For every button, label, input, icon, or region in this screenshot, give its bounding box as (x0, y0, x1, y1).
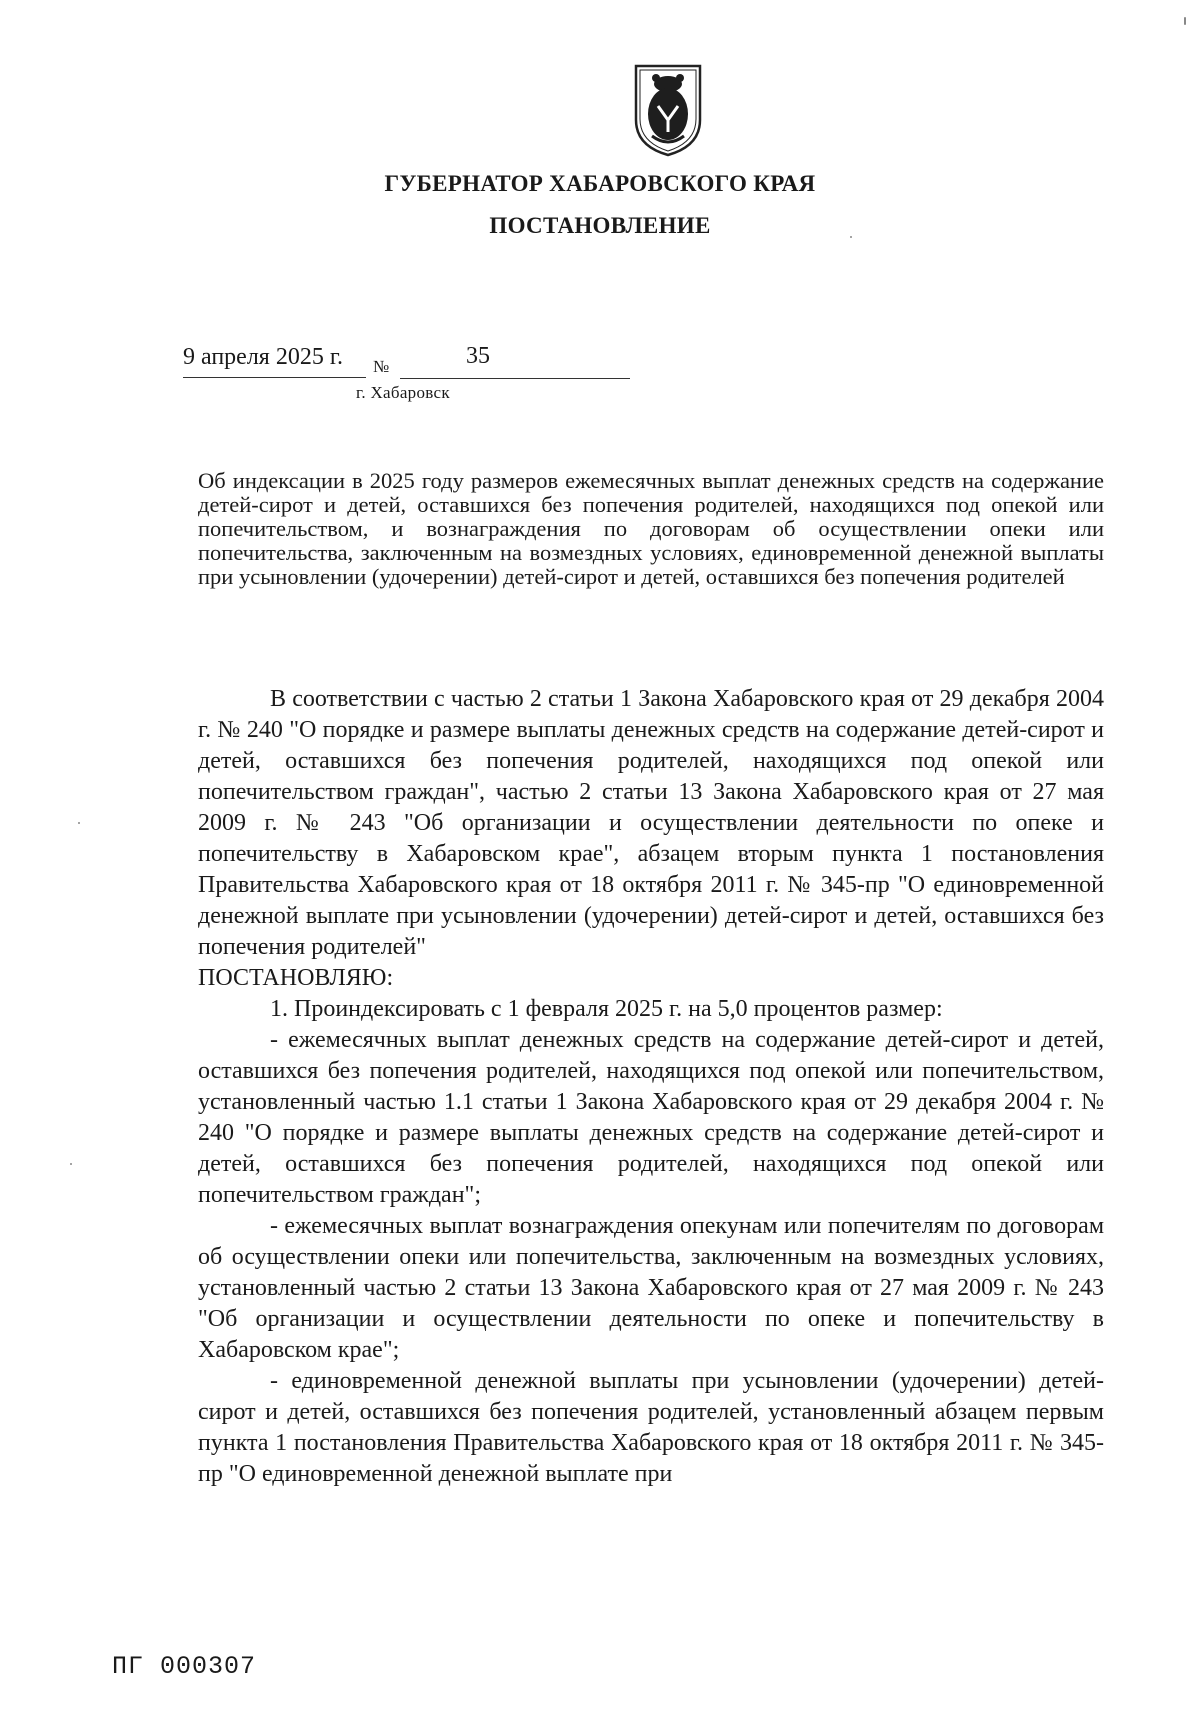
number-sign: № (373, 357, 390, 376)
document-type: ПОСТАНОВЛЕНИЕ (489, 213, 711, 238)
preamble-paragraph: В соответствии с частью 2 статьи 1 Закона Хабаровского края от 29 декабря 2004 г. № 240 "О порядке и размере выплаты денежных средств на содержание детей-сирот и детей, оставшихся без попечения родителей, находящихся под опекой или попечительством граждан", частью 2 статьи 13 Закона Хабаровского края от 27 мая 2009 г. № 243 "Об организации и осуществлении деятельности по опеке и попечительству в Хабаровском крае", абзацем вторым пункта 1 постановления Правительства Хабаровского края от 18 октября 2011 г. № 345-пр "О единовременной денежной выплате при усыновлении (удочерении) детей-сирот и детей, оставшихся без попечения родителей" (198, 686, 1104, 960)
scan-speck (78, 822, 80, 824)
number-underline (400, 378, 630, 379)
sub-item-1-paragraph: - ежемесячных выплат денежных средств на содержание детей-сирот и детей, оставшихся без попечения родителей, находящихся под опекой или попечительством, установленный частью 1.1 статьи 1 Закона Хабаровского края от 29 декабря 2004 г. № 240 "О порядке и размере выплаты денежных средств на содержание детей-сирот и детей, оставшихся без попечения родителей, находящихся под опекой или попечительством граждан"; (198, 1027, 1104, 1208)
sub-item-3-paragraph: - единовременной денежной выплаты при усыновлении (удочерении) детей-сирот и детей, оставшихся без попечения родителей, установленный абзацем первым пункта 1 постановления Правительства Хабаровского края от 18 октября 2011 г. № 345-пр "О единовременной денежной выплате при (198, 1368, 1104, 1487)
issuing-authority: ГУБЕРНАТОР ХАБАРОВСКОГО КРАЯ (384, 171, 816, 196)
document-body (198, 684, 1104, 1490)
item-1-paragraph: 1. Проиндексировать с 1 февраля 2025 г. на 5,0 процентов размер: (270, 996, 943, 1022)
coat-of-arms-emblem-icon (628, 62, 708, 158)
document-title: Об индексации в 2025 году размеров ежемесячных выплат денежных средств на содержание детей-сирот и детей, оставшихся без попечения родителей, находящихся под опекой или попечительством, и вознаграждения по договорам об осуществлении опеки или попечительства, заключенным на возмездных условиях, единовременной денежной выплаты при усыновлении (удочерении) детей-сирот и детей, оставшихся без попечения родителей (198, 468, 1104, 589)
date-underline (183, 377, 366, 378)
scan-speck (70, 1163, 72, 1165)
document-date: 9 апреля 2025 г. (183, 344, 343, 370)
document-number: 35 (466, 343, 490, 369)
sub-item-2-paragraph: - ежемесячных выплат вознаграждения опекунам или попечителям по договорам об осуществлении опеки или попечительства, заключенным на возмездных условиях, установленный частью 2 статьи 13 Закона Хабаровского края от 27 мая 2009 г. № 243 "Об организации и осуществлении деятельности по опеке и попечительству в Хабаровском крае"; (198, 1213, 1104, 1363)
form-code: ПГ 000307 (112, 1652, 257, 1681)
scan-speck (850, 236, 852, 238)
decree-word: ПОСТАНОВЛЯЮ: (198, 965, 394, 991)
scan-speck (1184, 17, 1186, 25)
document-city: г. Хабаровск (356, 383, 450, 402)
